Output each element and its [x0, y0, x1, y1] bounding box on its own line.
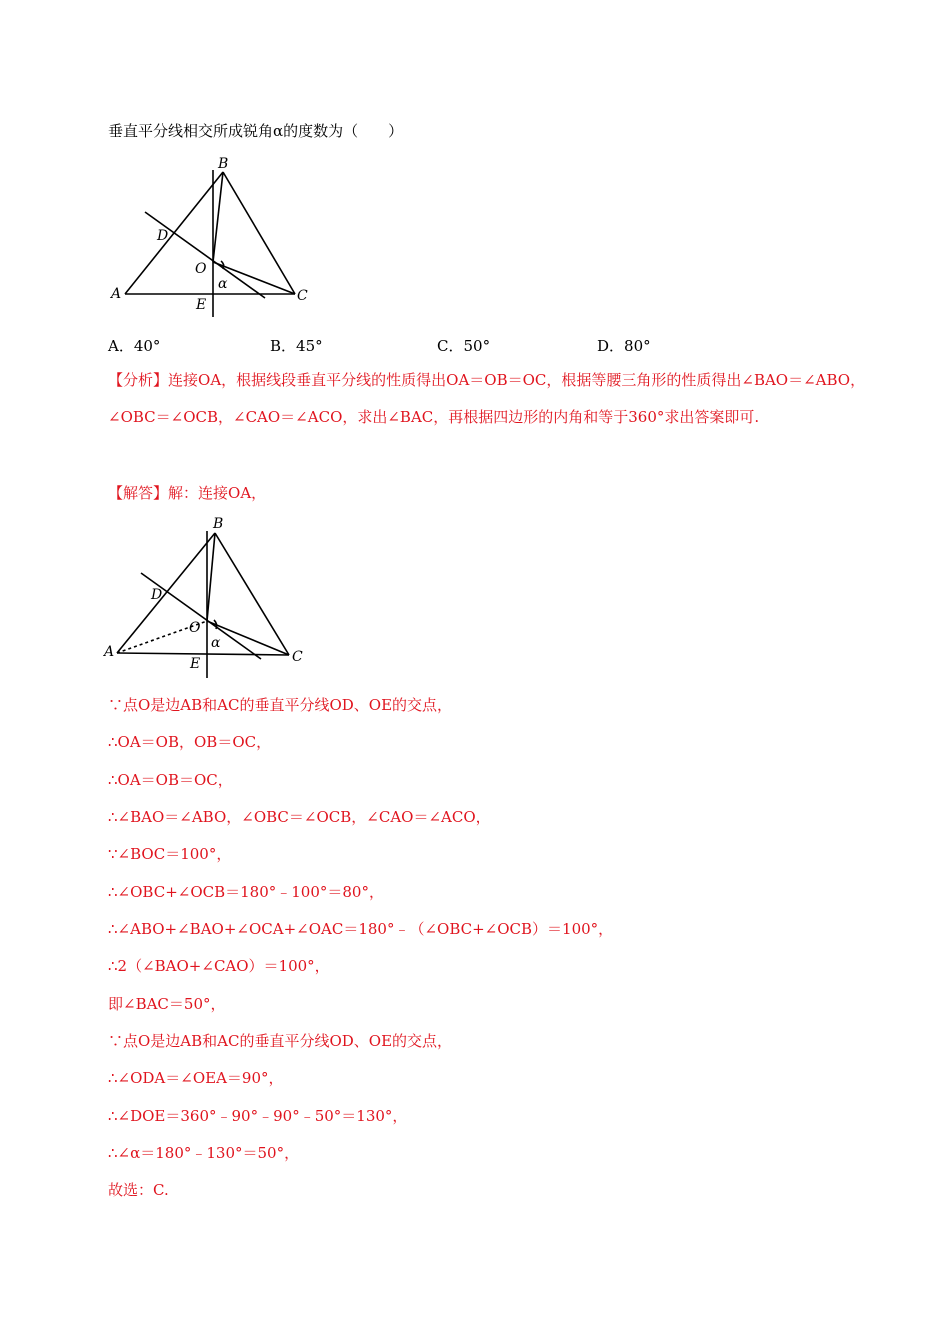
- label-d: D: [151, 587, 163, 603]
- triangle-figure-1: [105, 152, 325, 322]
- side-ac: [117, 653, 289, 655]
- step-1: ∵点O是边AB和AC的垂直平分线OD、OE的交点，: [108, 696, 453, 714]
- step-6: ∴∠OBC+∠OCB＝180°﹣100°＝80°，: [108, 883, 384, 901]
- step-7: ∴∠ABO+∠BAO+∠OCA+∠OAC＝180°﹣（∠OBC+∠OCB）＝100°，: [108, 920, 614, 938]
- step-11: ∴∠ODA＝∠OEA＝90°，: [108, 1069, 284, 1087]
- segment-ob: [207, 533, 215, 621]
- side-bc: [215, 533, 289, 655]
- label-o: O: [189, 620, 201, 636]
- answer-intro: 解：连接OA，: [168, 484, 267, 502]
- step-8: ∴2（∠BAO+∠CAO）＝100°，: [108, 957, 330, 975]
- label-a: A: [104, 644, 115, 660]
- analysis-tag: 【分析】: [108, 371, 169, 389]
- triangle-figure-2: [103, 513, 323, 683]
- bisector-od: [141, 573, 261, 659]
- step-3: ∴OA＝OB＝OC，: [108, 771, 233, 789]
- segment-ob: [213, 172, 223, 262]
- label-alpha: α: [218, 276, 228, 292]
- analysis-paragraph: [108, 362, 868, 436]
- label-a: A: [111, 286, 122, 302]
- label-c: C: [297, 288, 308, 304]
- step-10: ∵点O是边AB和AC的垂直平分线OD、OE的交点，: [108, 1032, 453, 1050]
- label-b: B: [213, 516, 224, 532]
- answer-heading: [108, 483, 266, 503]
- step-4: ∴∠BAO＝∠ABO，∠OBC＝∠OCB，∠CAO＝∠ACO，: [108, 808, 491, 826]
- label-o: O: [195, 261, 207, 277]
- analysis-text: 连接OA，根据线段垂直平分线的性质得出OA＝OB＝OC，根据等腰三角形的性质得出∠BAO＝∠ABO，∠OBC＝∠OCB，∠CAO＝∠ACO，求出∠BAC，再根据四边形的内角和等于360°求出答案即可.: [108, 371, 866, 426]
- option-c: C．50°: [437, 337, 491, 355]
- label-c: C: [292, 649, 303, 665]
- answer-tag: 【解答】: [108, 484, 169, 502]
- step-14: 故选：C.: [108, 1181, 169, 1199]
- question-text: 垂直平分线相交所成锐角α的度数为（ ）: [108, 122, 404, 140]
- option-d: D．80°: [597, 337, 651, 355]
- step-9: 即∠BAC＝50°，: [108, 995, 226, 1013]
- label-d: D: [157, 228, 169, 244]
- label-e: E: [196, 297, 207, 313]
- bisector-od: [145, 212, 265, 298]
- label-e: E: [190, 656, 201, 672]
- option-a: A．40°: [108, 337, 161, 355]
- step-12: ∴∠DOE＝360°﹣90°﹣90°﹣50°＝130°，: [108, 1107, 408, 1125]
- step-5: ∵∠BOC＝100°，: [108, 845, 232, 863]
- step-2: ∴OA＝OB，OB＝OC，: [108, 733, 272, 751]
- option-b: B．45°: [270, 337, 323, 355]
- step-13: ∴∠α＝180°﹣130°＝50°，: [108, 1144, 300, 1162]
- label-b: B: [218, 156, 229, 172]
- label-alpha: α: [211, 635, 221, 651]
